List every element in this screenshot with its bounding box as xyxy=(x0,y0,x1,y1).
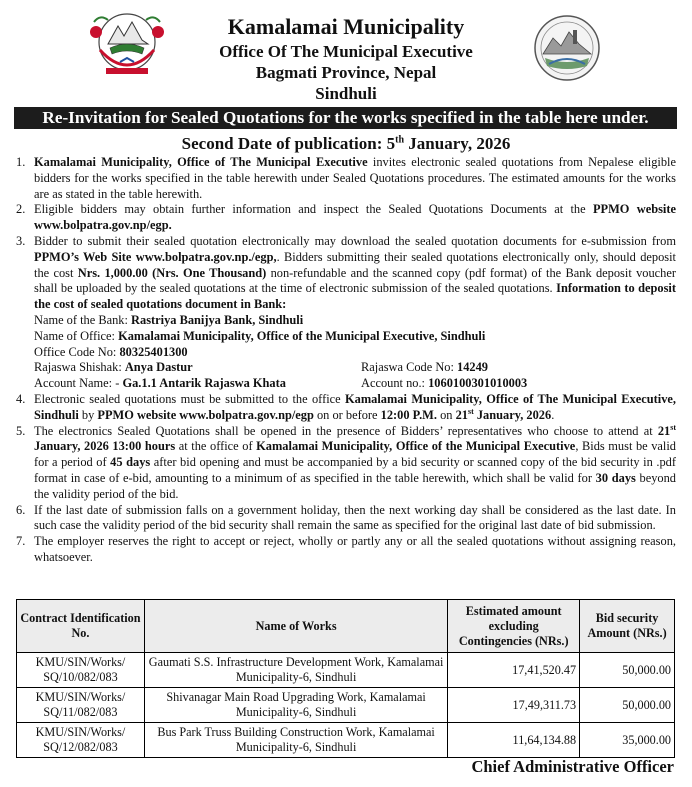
work-name-cell: Shivanagar Main Road Upgrading Work, Kamalamai Municipality-6, Sindhuli xyxy=(144,688,447,723)
table-row xyxy=(17,688,675,723)
col-header-contract-id: Contract Identification No. xyxy=(17,600,145,653)
signatory-title: Chief Administrative Officer xyxy=(471,757,674,776)
office-name: Office Of The Municipal Executive xyxy=(219,42,473,61)
municipality-logo-icon xyxy=(533,14,601,82)
bid-security-cell: 50,000.00 xyxy=(580,653,675,688)
contract-id-cell: KMU/SIN/Works/ SQ/11/082/083 xyxy=(17,688,145,723)
list-item: 5. The electronics Sealed Quotations shall be opened in the presence of Bidders’ representatives who choose to attend at 21st January, 2026 13:00 hours at the office of Kamalamai Municipality, Office of the Municipal Executive, Bids must be valid for a period of 45 days after bid opening and must be accompanied by a bid security or scanned copy of the bid security in .pdf format in case of e-bid, amounting to a minimum of as specified in the table herewith, which shall be valid for 30 days beyond the validity period of the bid. xyxy=(16,422,677,501)
list-item: 4. Electronic sealed quotations must be submitted to the office Kamalamai Municipality, Office of The Municipal Executive, Sindhuli by PPMO website www.bolpatra.gov.np/egp on or before 12:00 P.M. on 21st January, 2026. xyxy=(16,391,676,422)
item-number: 2. xyxy=(16,202,26,217)
account-line: Account Name: - Ga.1.1 Antarik Rajaswa Khata Account no.: 1060100301010003 xyxy=(34,376,528,391)
col-header-name-of-works: Name of Works xyxy=(144,600,447,653)
work-name-cell: Gaumati S.S. Infrastructure Development Work, Kamalamai Municipality-6, Sindhuli xyxy=(144,653,447,688)
item-number: 6. xyxy=(16,502,26,517)
item-number: 3. xyxy=(16,233,26,248)
item-number: 1. xyxy=(16,155,26,169)
notice-body xyxy=(16,155,676,566)
office-line: Name of Office: Kamalamai Municipality, Office of the Municipal Executive, Sindhuli xyxy=(34,328,486,343)
revenue-line: Rajaswa Shishak: Anya Dastur Rajaswa Code No: 14249 xyxy=(34,360,488,375)
item-number: 4. xyxy=(16,391,26,406)
col-header-bid-security: Bid security Amount (NRs.) xyxy=(580,600,675,653)
bid-security-cell: 50,000.00 xyxy=(580,688,675,723)
estimated-amount-cell: 17,49,311.73 xyxy=(448,688,580,723)
publication-date: Second Date of publication: 5th January, 2026 xyxy=(181,134,511,153)
list-item: 3. Bidder to submit their sealed quotation electronically may download the sealed quotation documents for e-submission from PPMO’s Web Site www.bolpatra.gov.np./egp,. Bidders submitting their sealed quotations electronically only, should deposit the cost Nrs. 1,000.00 (Nrs. One Thousand) non-refundable and the scanned copy (pdf format) of the Bank deposit voucher shall be uploaded by the sealed quotations at the time of electronic submission of the sealed quotations. Information to deposit the cost of sealed quotations document in Bank: Name of the Bank: Rastriya Banijya Bank, Sindhuli Name of Office: Kamalamai Municipality, Office of the Municipal Executive, Sindhuli Office Code No: 80325401300 Rajaswa Shishak: Anya Dastur Rajaswa Code No: 14249 Account Name: - Ga.1.1 Antarik Rajaswa Khata Account no.: 1060100301010003 xyxy=(16,233,676,391)
table-header-row xyxy=(17,600,675,653)
table-row xyxy=(17,653,675,688)
work-name-cell: Bus Park Truss Building Construction Work, Kamalamai Municipality-6, Sindhuli xyxy=(144,723,447,758)
list-item: 7. The employer reserves the right to accept or reject, wholly or partly any or all the sealed quotations without assigning reason, whatsoever. xyxy=(16,534,676,564)
district-name: Sindhuli xyxy=(315,84,377,103)
list-item: 2. Eligible bidders may obtain further information and inspect the Sealed Quotations Documents at the PPMO website www.bolpatra.gov.np/egp. xyxy=(16,202,677,233)
estimated-amount-cell: 17,41,520.47 xyxy=(448,653,580,688)
works-table xyxy=(16,599,675,758)
contract-id-cell: KMU/SIN/Works/ SQ/12/082/083 xyxy=(17,723,145,758)
table-row xyxy=(17,723,675,758)
ppmo-website-link[interactable]: PPMO’s Web Site www.bolpatra.gov.np./egp, xyxy=(34,249,277,264)
estimated-amount-cell: 11,64,134.88 xyxy=(448,723,580,758)
bid-security-cell: 35,000.00 xyxy=(580,723,675,758)
list-item: 1. Kamalamai Municipality, Office of The Municipal Executive invites electronic sealed quotations from Nepalese eligible bidders for the works specified in the table herewith under Sealed Quotations procedures. The estimated amounts for the works are as stated in the table herewith. xyxy=(16,155,676,201)
list-item: 6. If the last date of submission falls on a government holiday, then the next working day shall be considered as the last date. In such case the validity period of the bid security shall remain the same as specified for the original last date of bid submission. xyxy=(16,502,676,533)
item-number: 5. xyxy=(16,423,26,438)
contract-id-cell: KMU/SIN/Works/ SQ/10/082/083 xyxy=(17,653,145,688)
municipality-name: Kamalamai Municipality xyxy=(227,14,465,39)
bank-name-line: Name of the Bank: Rastriya Banijya Bank, Sindhuli xyxy=(34,312,304,327)
col-header-estimated-amount: Estimated amount excluding Contingencies (NRs.) xyxy=(448,600,580,653)
office-code-line: Office Code No: 80325401300 xyxy=(34,344,188,359)
item-number: 7. xyxy=(16,534,26,549)
ppmo-website-link[interactable]: PPMO website www.bolpatra.gov.np/egp. xyxy=(34,202,677,233)
province-name: Bagmati Province, Nepal xyxy=(255,63,437,82)
notice-title-banner: Re-Invitation for Sealed Quotations for the works specified in the table here under. xyxy=(14,107,677,129)
ppmo-website-link[interactable]: PPMO website www.bolpatra.gov.np/egp xyxy=(97,407,314,422)
